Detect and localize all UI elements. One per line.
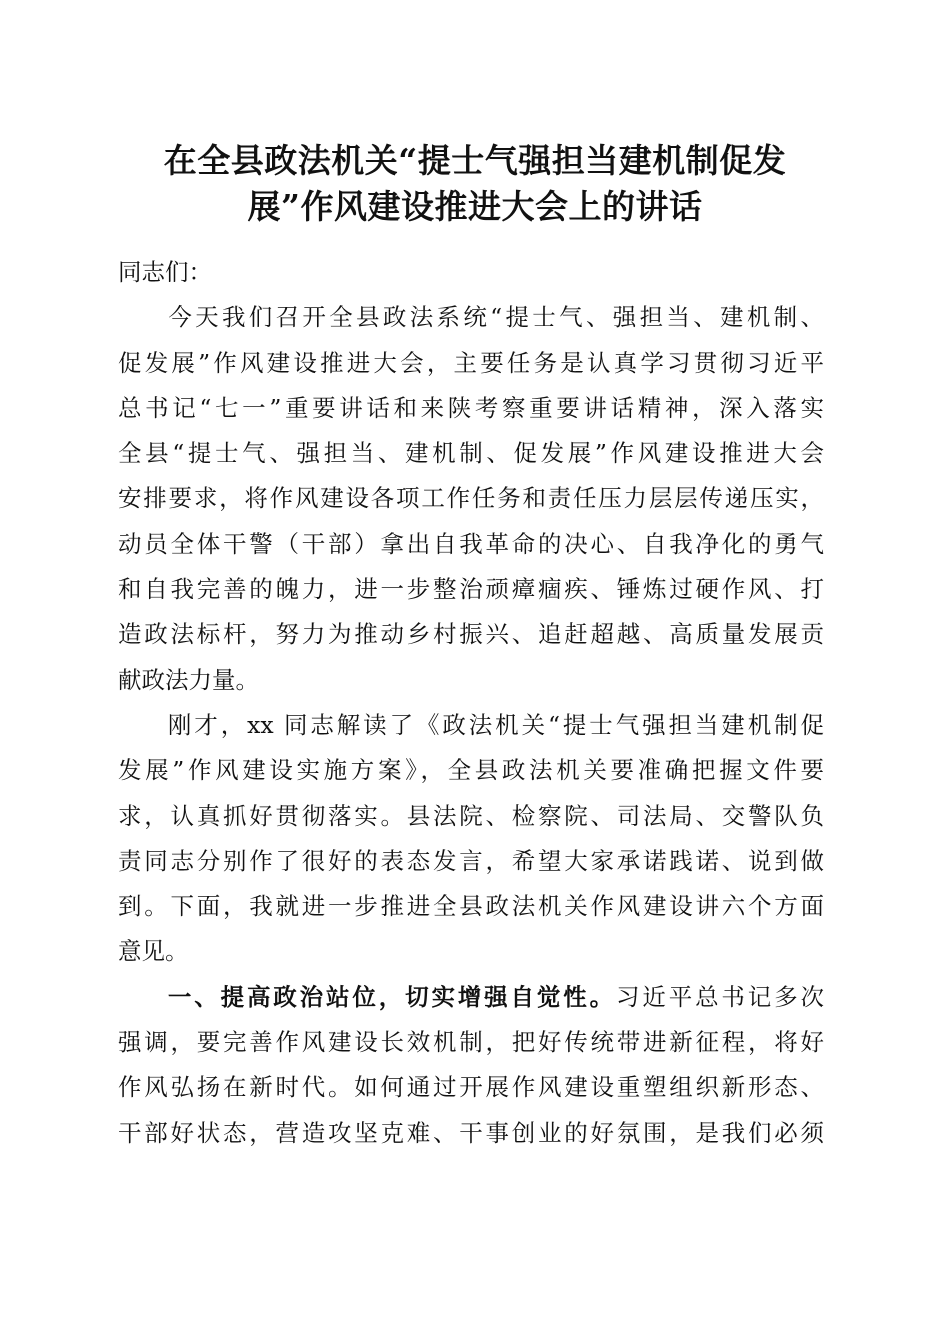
paragraph-2 bbox=[118, 703, 824, 975]
paragraph-line: 促发展”作风建设推进大会，主要任务是认真学习贯彻习近平 bbox=[118, 348, 824, 377]
paragraph-line: 全县“提士气、强担当、建机制、促发展”作风建设推进大会 bbox=[118, 439, 824, 468]
paragraph-1 bbox=[118, 295, 824, 703]
paragraph-line: 强调，要完善作风建设长效机制，把好传统带进新征程，将好 bbox=[118, 1028, 824, 1057]
paragraph-line: 献政法力量。 bbox=[118, 665, 259, 694]
paragraph-line: 和自我完善的魄力，进一步整治顽瘴痼疾、锤炼过硬作风、打 bbox=[118, 575, 824, 604]
paragraph-line: 造政法标杆，努力为推动乡村振兴、追赶超越、高质量发展贡 bbox=[118, 620, 824, 649]
paragraph-3 bbox=[118, 975, 824, 1156]
paragraph-line: 刚才，xx 同志解读了《政法机关“提士气强担当建机制促 bbox=[165, 710, 824, 739]
document-body bbox=[118, 250, 824, 1156]
paragraph-line: 意见。 bbox=[118, 937, 189, 966]
paragraph-line: 到。下面，我就进一步推进全县政法机关作风建设讲六个方面 bbox=[118, 892, 824, 921]
paragraph-line: 干部好状态，营造攻坚克难、干事创业的好氛围，是我们必须 bbox=[118, 1118, 824, 1147]
paragraph-line: 发展”作风建设实施方案》，全县政法机关要准确把握文件要 bbox=[118, 756, 824, 785]
paragraph-line: 总书记“七一”重要讲话和来陕考察重要讲话精神，深入落实 bbox=[118, 393, 824, 422]
salutation: 同志们： bbox=[118, 258, 212, 286]
paragraph-line: 动员全体干警（干部）拿出自我革命的决心、自我净化的勇气 bbox=[118, 529, 824, 558]
title-line-2: 展”作风建设推进大会上的讲话 bbox=[247, 187, 703, 226]
paragraph-line: 作风弘扬在新时代。如何通过开展作风建设重塑组织新形态、 bbox=[118, 1073, 824, 1102]
paragraph-line: 安排要求，将作风建设各项工作任务和责任压力层层传递压实， bbox=[118, 484, 824, 513]
document-title bbox=[118, 138, 832, 230]
paragraph-line: 今天我们召开全县政法系统“提士气、强担当、建机制、 bbox=[165, 303, 824, 332]
paragraph-line: 责同志分别作了很好的表态发言，希望大家承诺践诺、说到做 bbox=[118, 846, 824, 875]
section-heading: 一、提高政治站位，切实增强自觉性。 bbox=[165, 982, 616, 1011]
title-line-1: 在全县政法机关“提士气强担当建机制促发 bbox=[163, 141, 787, 180]
paragraph-line: 求，认真抓好贯彻落实。县法院、检察院、司法局、交警队负 bbox=[118, 801, 824, 830]
paragraph-line: 一、提高政治站位，切实增强自觉性。习近平总书记多次 bbox=[165, 982, 825, 1011]
